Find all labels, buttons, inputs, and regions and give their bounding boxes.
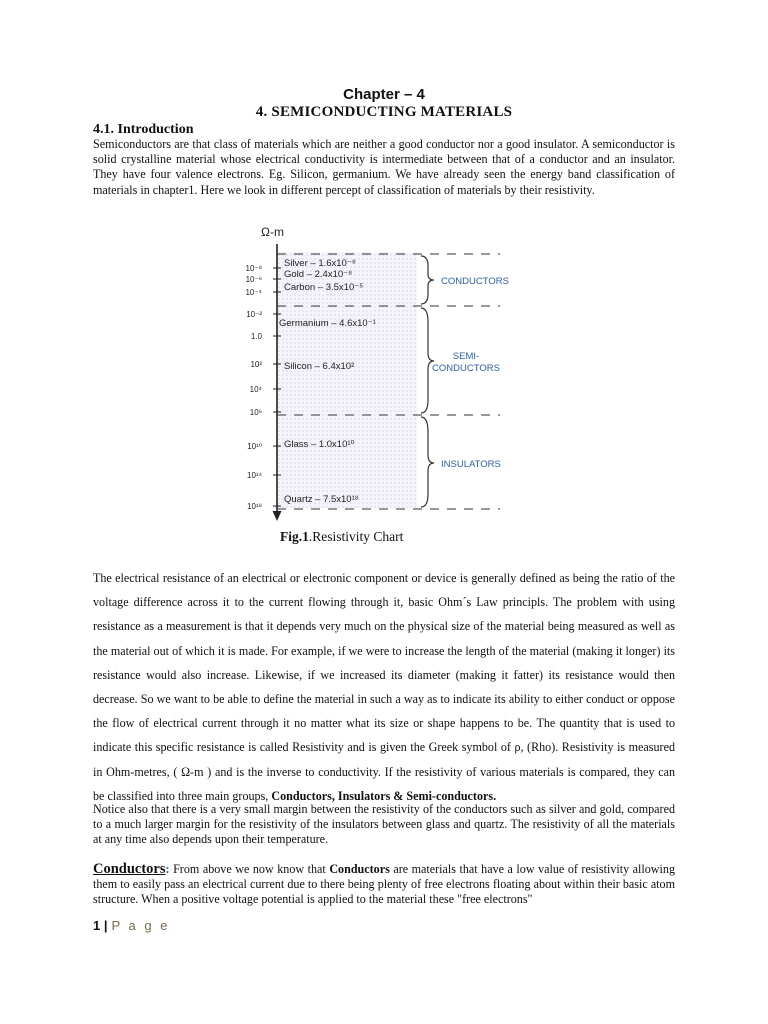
group-insulators: INSULATORS bbox=[441, 459, 501, 470]
brace-semiconductors bbox=[421, 308, 434, 413]
group-conductors: CONDUCTORS bbox=[441, 276, 509, 287]
figure-caption bbox=[280, 529, 403, 545]
axis-tick-label: 10⁻⁸ bbox=[245, 264, 262, 273]
material-glass: Glass – 1.0x10¹⁰ bbox=[284, 439, 355, 450]
group-semi-line2: CONDUCTORS bbox=[432, 363, 500, 374]
material-silver: Silver – 1.6x10⁻⁸ bbox=[284, 258, 356, 269]
axis-tick-label: 10⁻² bbox=[246, 310, 262, 319]
intro-paragraph: Semiconductors are that class of materials which are neither a good conductor nor a good insulator. A semiconductor is solid crystalline material whose electrical conductivity is intermediate between that of a conductor and an insulator. They have four valence electrons. Eg. Silicon, germanium. We have already seen the energy band classification of materials in chapter1. Here we look in different percept of classification of materials by their resistivity. bbox=[93, 137, 675, 197]
axis-tick-label: 10² bbox=[250, 360, 262, 369]
conductors-heading: Conductors bbox=[93, 861, 166, 877]
axis-tick-label: 10⁻⁶ bbox=[245, 275, 262, 284]
resistivity-paragraph bbox=[93, 566, 675, 808]
chapter-label: Chapter – 4 bbox=[343, 86, 425, 103]
chapter-title: 4. SEMICONDUCTING MATERIALS bbox=[255, 104, 513, 120]
brace-insulators bbox=[421, 417, 434, 507]
conductors-bold: Conductors bbox=[329, 862, 390, 876]
material-carbon: Carbon – 3.5x10⁻⁵ bbox=[284, 282, 364, 293]
page-label: P a g e bbox=[111, 918, 170, 933]
unit-label: Ω-m bbox=[261, 225, 284, 239]
axis-tick-label: 1.0 bbox=[250, 332, 262, 341]
conductors-colon: : bbox=[165, 862, 170, 876]
material-silicon: Silicon – 6.4x10² bbox=[284, 361, 355, 372]
conductors-text-post: are materials that have a low value of resistivity allowing them to easily pass an electrical current due to there being plenty of free electrons floating about within their basic atom structure. When a positive voltage potential is applied to the material these "free electrons" bbox=[93, 862, 675, 907]
page-number: 1 bbox=[93, 918, 101, 933]
axis-tick-label: 10¹⁰ bbox=[247, 442, 262, 451]
resistivity-text: The electrical resistance of an electrical or electronic component or device is generally defined as being the ratio of the voltage difference across it to the current flowing through it, basic Ohm´s Law principls. The problem with using resistance as a measurement is that it depends very much on the physical size of the material being measured as well as the material out of which it is made. For example, if we were to increase the length of the material (making it longer) its resistance would also increase. Likewise, if we increased its diameter (making it fatter) its resistance would then decrease. So we want to be able to define the material in such a way as to indicate its ability to either conduct or oppose the flow of electrical current through it no matter what its size or shape happens to be. The quantity that is used to indicate this specific resistance is called Resistivity and is given the Greek symbol of ρ, (Rho). Resistivity is measured in Ohm-metres, ( Ω-m ) and is the inverse to conductivity. If the resistivity of various materials is compared, they can be classified into three main groups, bbox=[93, 571, 675, 803]
brace-conductors bbox=[421, 256, 434, 304]
page-footer bbox=[93, 918, 170, 933]
caption-text: Resistivity Chart bbox=[312, 529, 404, 544]
conductors-text-pre: From above we now know that bbox=[169, 862, 330, 876]
axis-tick-label: 10⁻⁴ bbox=[245, 288, 262, 297]
conductors-paragraph bbox=[93, 862, 675, 908]
axis-arrowhead bbox=[273, 511, 282, 521]
three-groups-bold: Conductors, Insulators & Semi-conductors. bbox=[271, 788, 497, 803]
footer-separator: | bbox=[103, 918, 108, 933]
group-semi-line1: SEMI- bbox=[452, 351, 480, 362]
section-heading-introduction: 4.1. Introduction bbox=[93, 122, 194, 137]
material-germanium: Germanium – 4.6x10⁻¹ bbox=[279, 318, 376, 329]
axis-ticks bbox=[245, 264, 281, 511]
axis-tick-label: 10⁶ bbox=[249, 408, 262, 417]
margin-paragraph: Notice also that there is a very small margin between the resistivity of the conductors such as silver and gold, compared to a much larger margin for the resistivity of the insulators between glass and quartz. The resistivity of all the materials at any time also depends upon their temperature. bbox=[93, 802, 675, 847]
axis-tick-label: 10⁴ bbox=[249, 385, 262, 394]
resistivity-chart bbox=[230, 222, 510, 524]
material-gold: Gold – 2.4x10⁻⁸ bbox=[284, 269, 353, 280]
axis-tick-label: 10¹⁴ bbox=[247, 471, 262, 480]
axis-tick-label: 10¹⁸ bbox=[247, 502, 262, 511]
material-quartz: Quartz – 7.5x10¹⁸ bbox=[284, 494, 359, 505]
caption-dot: . bbox=[308, 529, 313, 544]
caption-fig-number: Fig.1 bbox=[280, 529, 309, 544]
